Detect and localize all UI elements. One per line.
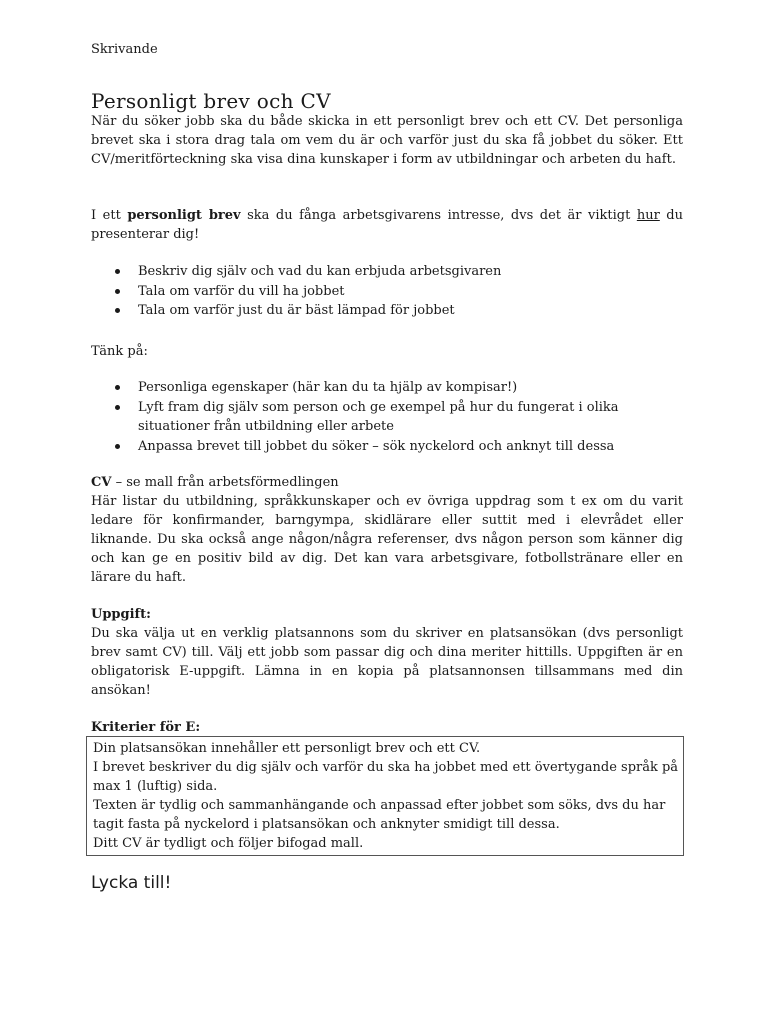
list-item: Lyft fram dig själv som person och ge exempel på hur du fungerat i olika situationer från utbildning eller arbete <box>91 398 683 437</box>
criteria-line: I brevet beskriver du dig själv och varför du ska ha jobbet med ett övertygande språk på max 1 (luftig) sida. <box>93 760 679 794</box>
letter-text-mid: ska du fånga arbetsgivarens intresse, dvs det är viktigt <box>240 208 637 223</box>
list-item: Tala om varför just du är bäst lämpad för jobbet <box>91 301 683 321</box>
criteria-line: Texten är tydlig och sammanhängande och anpassad efter jobbet som söks, dvs du har tagit fasta på nyckelord i platsansökan och anknyter smidigt till dessa. <box>93 798 666 832</box>
list-item: Anpassa brevet till jobbet du söker – sök nyckelord och anknyt till dessa <box>91 437 683 457</box>
list-item: Personliga egenskaper (här kan du ta hjälp av kompisar!) <box>91 378 683 398</box>
cv-heading-bold: CV <box>91 475 112 490</box>
intro-paragraph: När du söker jobb ska du både skicka in ett personligt brev och ett CV. Det personliga brevet ska i stora drag tala om vem du är och varför just du ska få jobbet du söker. Ett CV/meritförteckning ska visa dina kunskaper i form av utbildningar och arbeten du haft. <box>91 114 683 167</box>
think-label: Tänk på: <box>91 344 148 359</box>
letter-paragraph <box>91 206 683 244</box>
cv-heading <box>91 473 683 492</box>
list-item: Beskriv dig själv och vad du kan erbjuda arbetsgivaren <box>91 262 683 282</box>
letter-underline: hur <box>636 208 660 223</box>
page-title: Personligt brev och CV <box>91 89 331 113</box>
list-item: Tala om varför du vill ha jobbet <box>91 282 683 302</box>
task-body: Du ska välja ut en verklig platsannons som du skriver en platsansökan (dvs personligt brev samt CV) till. Välj ett jobb som passar dig och dina meriter hittills. Uppgiften är en obligatorisk E-uppgift. Lämna in en kopia på platsannonsen tillsammans med din ansökan! <box>91 626 683 698</box>
cv-section <box>91 473 683 587</box>
letter-emphasis: personligt brev <box>127 208 241 223</box>
letter-tips-list <box>91 262 683 321</box>
criteria-box <box>86 736 684 856</box>
cv-body: Här listar du utbildning, språkkunskaper och ev övriga uppdrag som t ex om du varit ledare för konfirmander, barngympa, skidlärare eller suttit med i elevrådet eller liknande. Du ska också ange någon/några referenser, dvs någon person som känner dig och kan ge en positiv bild av dig. Det kan vara arbetsgivare, fotbollstränare eller en lärare du haft. <box>91 494 683 585</box>
letter-text-pre: I ett <box>91 208 128 223</box>
page-header: Skrivande <box>91 42 158 57</box>
think-list <box>91 378 683 456</box>
task-section <box>91 605 683 700</box>
criteria-line: Din platsansökan innehåller ett personligt brev och ett CV. <box>93 741 481 756</box>
cv-heading-rest: – se mall från arbetsförmedlingen <box>111 475 339 490</box>
criteria-heading: Kriterier för E: <box>91 720 201 735</box>
letter-text-post: du presenterar dig! <box>91 208 684 242</box>
closing-text: Lycka till! <box>91 873 172 893</box>
task-heading: Uppgift: <box>91 607 151 622</box>
criteria-line: Ditt CV är tydligt och följer bifogad mall. <box>93 836 364 851</box>
